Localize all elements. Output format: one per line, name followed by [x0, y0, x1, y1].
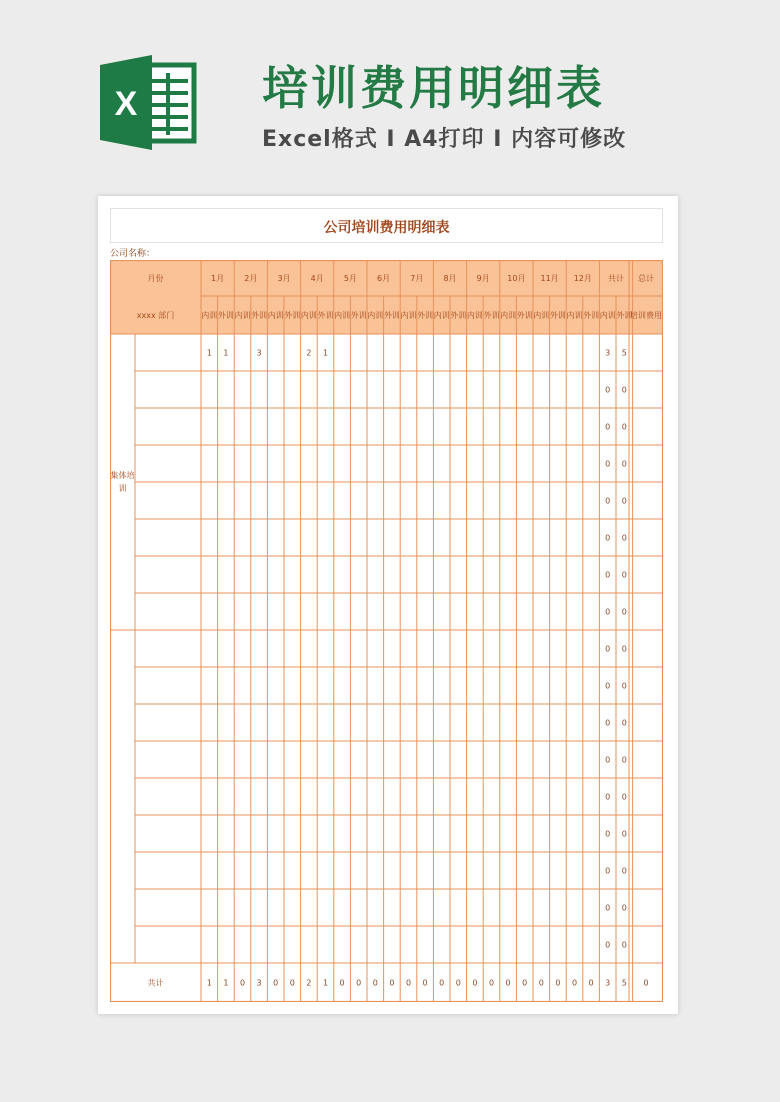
month-label: 9月: [476, 274, 490, 283]
footer-value: 0: [389, 978, 395, 988]
footer-value: 0: [455, 978, 461, 988]
sub-column-label: 内训: [433, 311, 450, 320]
cell-value: 0: [605, 533, 611, 543]
sub-column-label: 外训: [583, 311, 600, 320]
department-header-label: xxxx 部门: [136, 311, 175, 320]
cell-value: 0: [605, 829, 611, 839]
total-header-label: 共计: [608, 274, 624, 283]
cell-value: 0: [621, 533, 627, 543]
sub-column-label: 内训: [300, 311, 317, 320]
footer-value: 0: [405, 978, 412, 988]
month-label: 6月: [377, 274, 391, 283]
sub-title: Excel格式 I A4打印 I 内容可修改: [262, 127, 627, 152]
sub-column-label: 外训: [350, 311, 367, 320]
sub-column-label: 内训: [334, 311, 351, 320]
cell-value: 0: [621, 459, 627, 469]
cell-value: 0: [621, 385, 627, 395]
cell-value: 3: [256, 348, 262, 358]
footer-value: 0: [422, 978, 428, 988]
sub-column-label: 内训: [367, 311, 384, 320]
cell-value: 0: [605, 607, 611, 617]
cell-value: 0: [621, 644, 627, 654]
main-title: 培训费用明细表: [262, 61, 605, 115]
cell-value: 0: [605, 755, 611, 765]
cell-value: 0: [621, 718, 627, 728]
footer-value: 0: [588, 978, 594, 988]
footer-value: 1: [206, 978, 212, 988]
sub-column-label: 内训: [267, 311, 284, 320]
expense-table: [110, 260, 663, 1002]
month-label: 2月: [244, 274, 258, 283]
sub-column-label: 外训: [317, 311, 334, 320]
sub-column-label: 外训: [616, 311, 633, 320]
cell-value: 1: [322, 348, 329, 358]
banner: [0, 0, 780, 190]
cell-value: 0: [605, 496, 611, 506]
footer-value: 0: [289, 978, 295, 988]
cell-value: 0: [605, 385, 611, 395]
cell-value: 0: [621, 755, 627, 765]
footer-value: 0: [643, 978, 649, 988]
cell-value: 0: [621, 829, 627, 839]
month-label: 7月: [410, 274, 424, 283]
cell-value: 3: [605, 348, 611, 358]
excel-logo-icon: [100, 55, 197, 150]
logo-letter: X: [114, 85, 138, 123]
cell-value: 0: [605, 718, 611, 728]
sub-column-label: 内训: [533, 311, 550, 320]
cell-value: 0: [605, 459, 611, 469]
cell-value: 0: [605, 866, 611, 876]
month-label: 1月: [211, 274, 225, 283]
footer-value: 1: [322, 978, 329, 988]
cell-value: 0: [621, 607, 627, 617]
sub-column-label: 内训: [500, 311, 517, 320]
month-label: 12月: [573, 274, 592, 283]
cell-value: 1: [223, 348, 229, 358]
sub-column-label: 外训: [383, 311, 400, 320]
cell-value: 0: [621, 903, 627, 913]
sub-column-label: 外训: [284, 311, 301, 320]
expense-table-grid: [110, 260, 663, 1002]
month-label: 5月: [343, 274, 357, 283]
footer-value: 0: [538, 978, 544, 988]
footer-value: 1: [223, 978, 229, 988]
table-border: [111, 261, 663, 1002]
cell-value: 0: [621, 940, 627, 950]
footer-value: 0: [339, 978, 345, 988]
grand-total-header-label: 总计: [638, 274, 654, 283]
cell-value: 0: [621, 866, 627, 876]
cell-value: 0: [605, 644, 611, 654]
sub-column-label: 外训: [483, 311, 500, 320]
cell-value: 0: [621, 570, 627, 580]
cell-value: 1: [206, 348, 212, 358]
sub-column-label: 内训: [400, 311, 417, 320]
sub-column-label: 内训: [599, 311, 616, 320]
cell-value: 0: [605, 422, 611, 432]
footer-value: 0: [372, 978, 378, 988]
cell-value: 0: [605, 570, 611, 580]
footer-value: 0: [555, 978, 561, 988]
cell-value: 0: [621, 681, 627, 691]
sub-column-label: 外训: [549, 311, 566, 320]
sub-column-label: 外训: [217, 311, 234, 320]
sub-column-label: 内训: [466, 311, 483, 320]
cell-value: 0: [621, 792, 627, 802]
footer-value: 0: [273, 978, 279, 988]
fee-header-label: 培训费用: [630, 311, 662, 320]
month-label: 3月: [277, 274, 291, 283]
month-label: 11月: [540, 274, 559, 283]
footer-value: 0: [505, 978, 511, 988]
footer-value: 0: [522, 978, 528, 988]
footer-value: 3: [605, 978, 611, 988]
sub-column-label: 外训: [516, 311, 533, 320]
company-name-label: 公司名称：: [110, 249, 156, 259]
footer-value: 2: [306, 978, 312, 988]
month-label: 8月: [443, 274, 457, 283]
cell-value: 0: [605, 681, 611, 691]
footer-value: 0: [239, 978, 246, 988]
cell-value: 0: [605, 792, 611, 802]
group-label-line-2: 训: [118, 484, 127, 493]
cell-value: 0: [605, 940, 611, 950]
sub-column-label: 外训: [450, 311, 467, 320]
sub-column-label: 内训: [234, 311, 251, 320]
month-label: 4月: [310, 274, 324, 283]
sub-column-label: 内训: [566, 311, 583, 320]
footer-value: 0: [472, 978, 478, 988]
month-header-label: 月份: [147, 274, 164, 283]
sub-column-label: 外训: [417, 311, 434, 320]
sub-column-label: 内训: [201, 311, 218, 320]
header-background: [110, 260, 663, 334]
cell-value: 5: [621, 348, 627, 358]
document-title-box: [110, 208, 663, 243]
cell-value: 0: [621, 496, 627, 506]
cell-value: 0: [621, 422, 627, 432]
footer-value: 0: [356, 978, 362, 988]
footer-value: 0: [439, 978, 445, 988]
document-title: 公司培训费用明细表: [323, 220, 450, 236]
footer-total-label: 共计: [147, 978, 164, 988]
footer-value: 5: [621, 978, 627, 988]
footer-value: 0: [488, 978, 495, 988]
cell-value: 2: [306, 348, 312, 358]
month-label: 10月: [507, 274, 526, 283]
footer-value: 0: [571, 978, 578, 988]
cell-value: 0: [605, 903, 611, 913]
sub-column-label: 外训: [251, 311, 268, 320]
footer-value: 3: [256, 978, 262, 988]
group-label-line-1: 集体培: [110, 471, 135, 480]
